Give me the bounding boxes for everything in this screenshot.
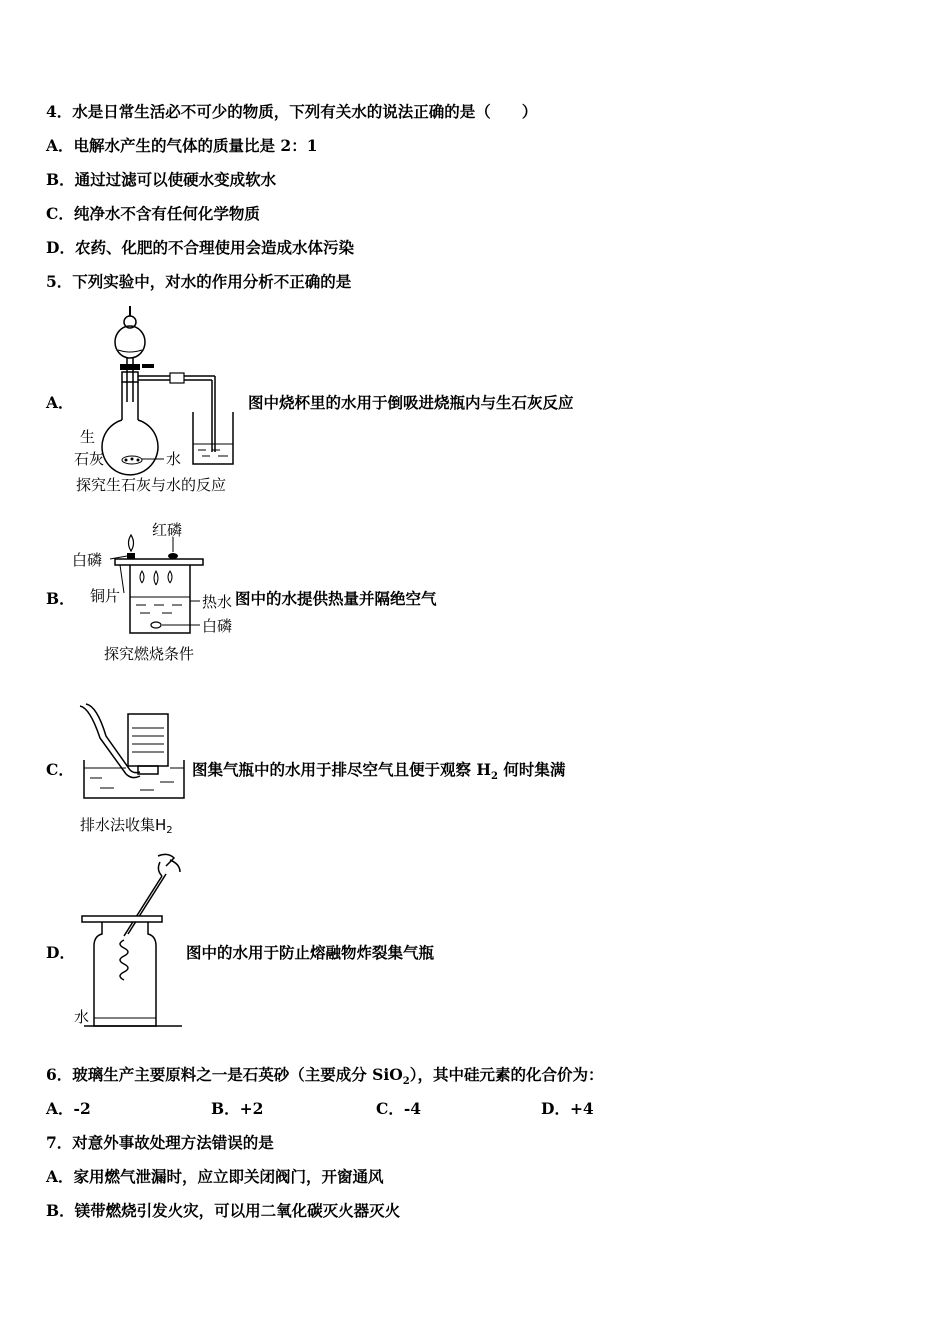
fig-a-label-sheng: 生 [80, 428, 96, 446]
fig-a-label-shui: 水 [166, 450, 182, 468]
q4-option-c: C．纯净水不含有任何化学物质 [46, 204, 260, 223]
q5-option-c-desc: 图集气瓶中的水用于排尽空气且便于观察 $H_2$ 何时集满 [192, 760, 566, 783]
q7-stem: 7．对意外事故处理方法错误的是 [46, 1133, 274, 1152]
q4-option-d: D．农药、化肥的不合理使用会造成水体污染 [46, 238, 354, 257]
fig-b-label-bailin-bottom: 白磷 [202, 617, 233, 635]
q6-option-c: C．-4 [376, 1099, 422, 1118]
q6-option-d: D．+4 [541, 1099, 594, 1118]
q4-option-b: B．通过过滤可以使硬水变成软水 [46, 170, 277, 189]
fig-c-caption: 排水法收集H [80, 816, 167, 834]
fig-b-label-reshui: 热水 [202, 593, 233, 611]
fig-a-label-shihui: 石灰 [74, 450, 105, 468]
q7-option-b: B．镁带燃烧引发火灾，可以用二氧化碳灭火器灭火 [46, 1201, 401, 1220]
svg-text:排水法收集H2 [80, 816, 173, 836]
q5-option-c-label: C． [46, 760, 74, 779]
q4-option-a: A．电解水产生的气体的质量比是 2：1 [46, 136, 318, 155]
q5-option-a-label: A． [46, 393, 74, 412]
fig-d-label-shui: 水 [74, 1008, 90, 1026]
q6-option-a: A．-2 [46, 1099, 91, 1118]
quicklime-water-apparatus-figure [70, 302, 255, 497]
fig-b-label-honglin: 红磷 [152, 521, 183, 539]
q4-stem: 4．水是日常生活必不可少的物质，下列有关水的说法正确的是（ ） [46, 102, 538, 121]
water-displacement-h2-figure [70, 698, 195, 838]
fig-c-caption-sub: 2 [166, 825, 173, 836]
q5-option-d-desc: 图中的水用于防止熔融物炸裂集气瓶 [186, 943, 435, 962]
iron-burning-bottle-figure [70, 850, 190, 1035]
q7-option-a: A．家用燃气泄漏时，应立即关闭阀门，开窗通风 [46, 1167, 384, 1186]
q6-stem: 6．玻璃生产主要原料之一是石英砂（主要成分 SiO$_2$），其中硅元素的化合价为： [46, 1065, 604, 1088]
q5-stem: 5．下列实验中，对水的作用分析不正确的是 [46, 272, 352, 291]
q5-option-d-label: D． [46, 943, 75, 962]
q5-option-b-label: B． [46, 589, 75, 608]
fig-a-caption: 探究生石灰与水的反应 [76, 476, 227, 494]
q5-option-a-desc: 图中烧杯里的水用于倒吸进烧瓶内与生石灰反应 [248, 393, 574, 412]
q6-option-b: B．+2 [211, 1099, 264, 1118]
q5-option-b-desc: 图中的水提供热量并隔绝空气 [235, 589, 437, 608]
fig-b-caption: 探究燃烧条件 [104, 645, 195, 663]
combustion-conditions-figure [70, 515, 245, 670]
fig-b-label-bailin-top: 白磷 [72, 551, 103, 569]
fig-b-label-tongpian: 铜片 [90, 587, 121, 605]
